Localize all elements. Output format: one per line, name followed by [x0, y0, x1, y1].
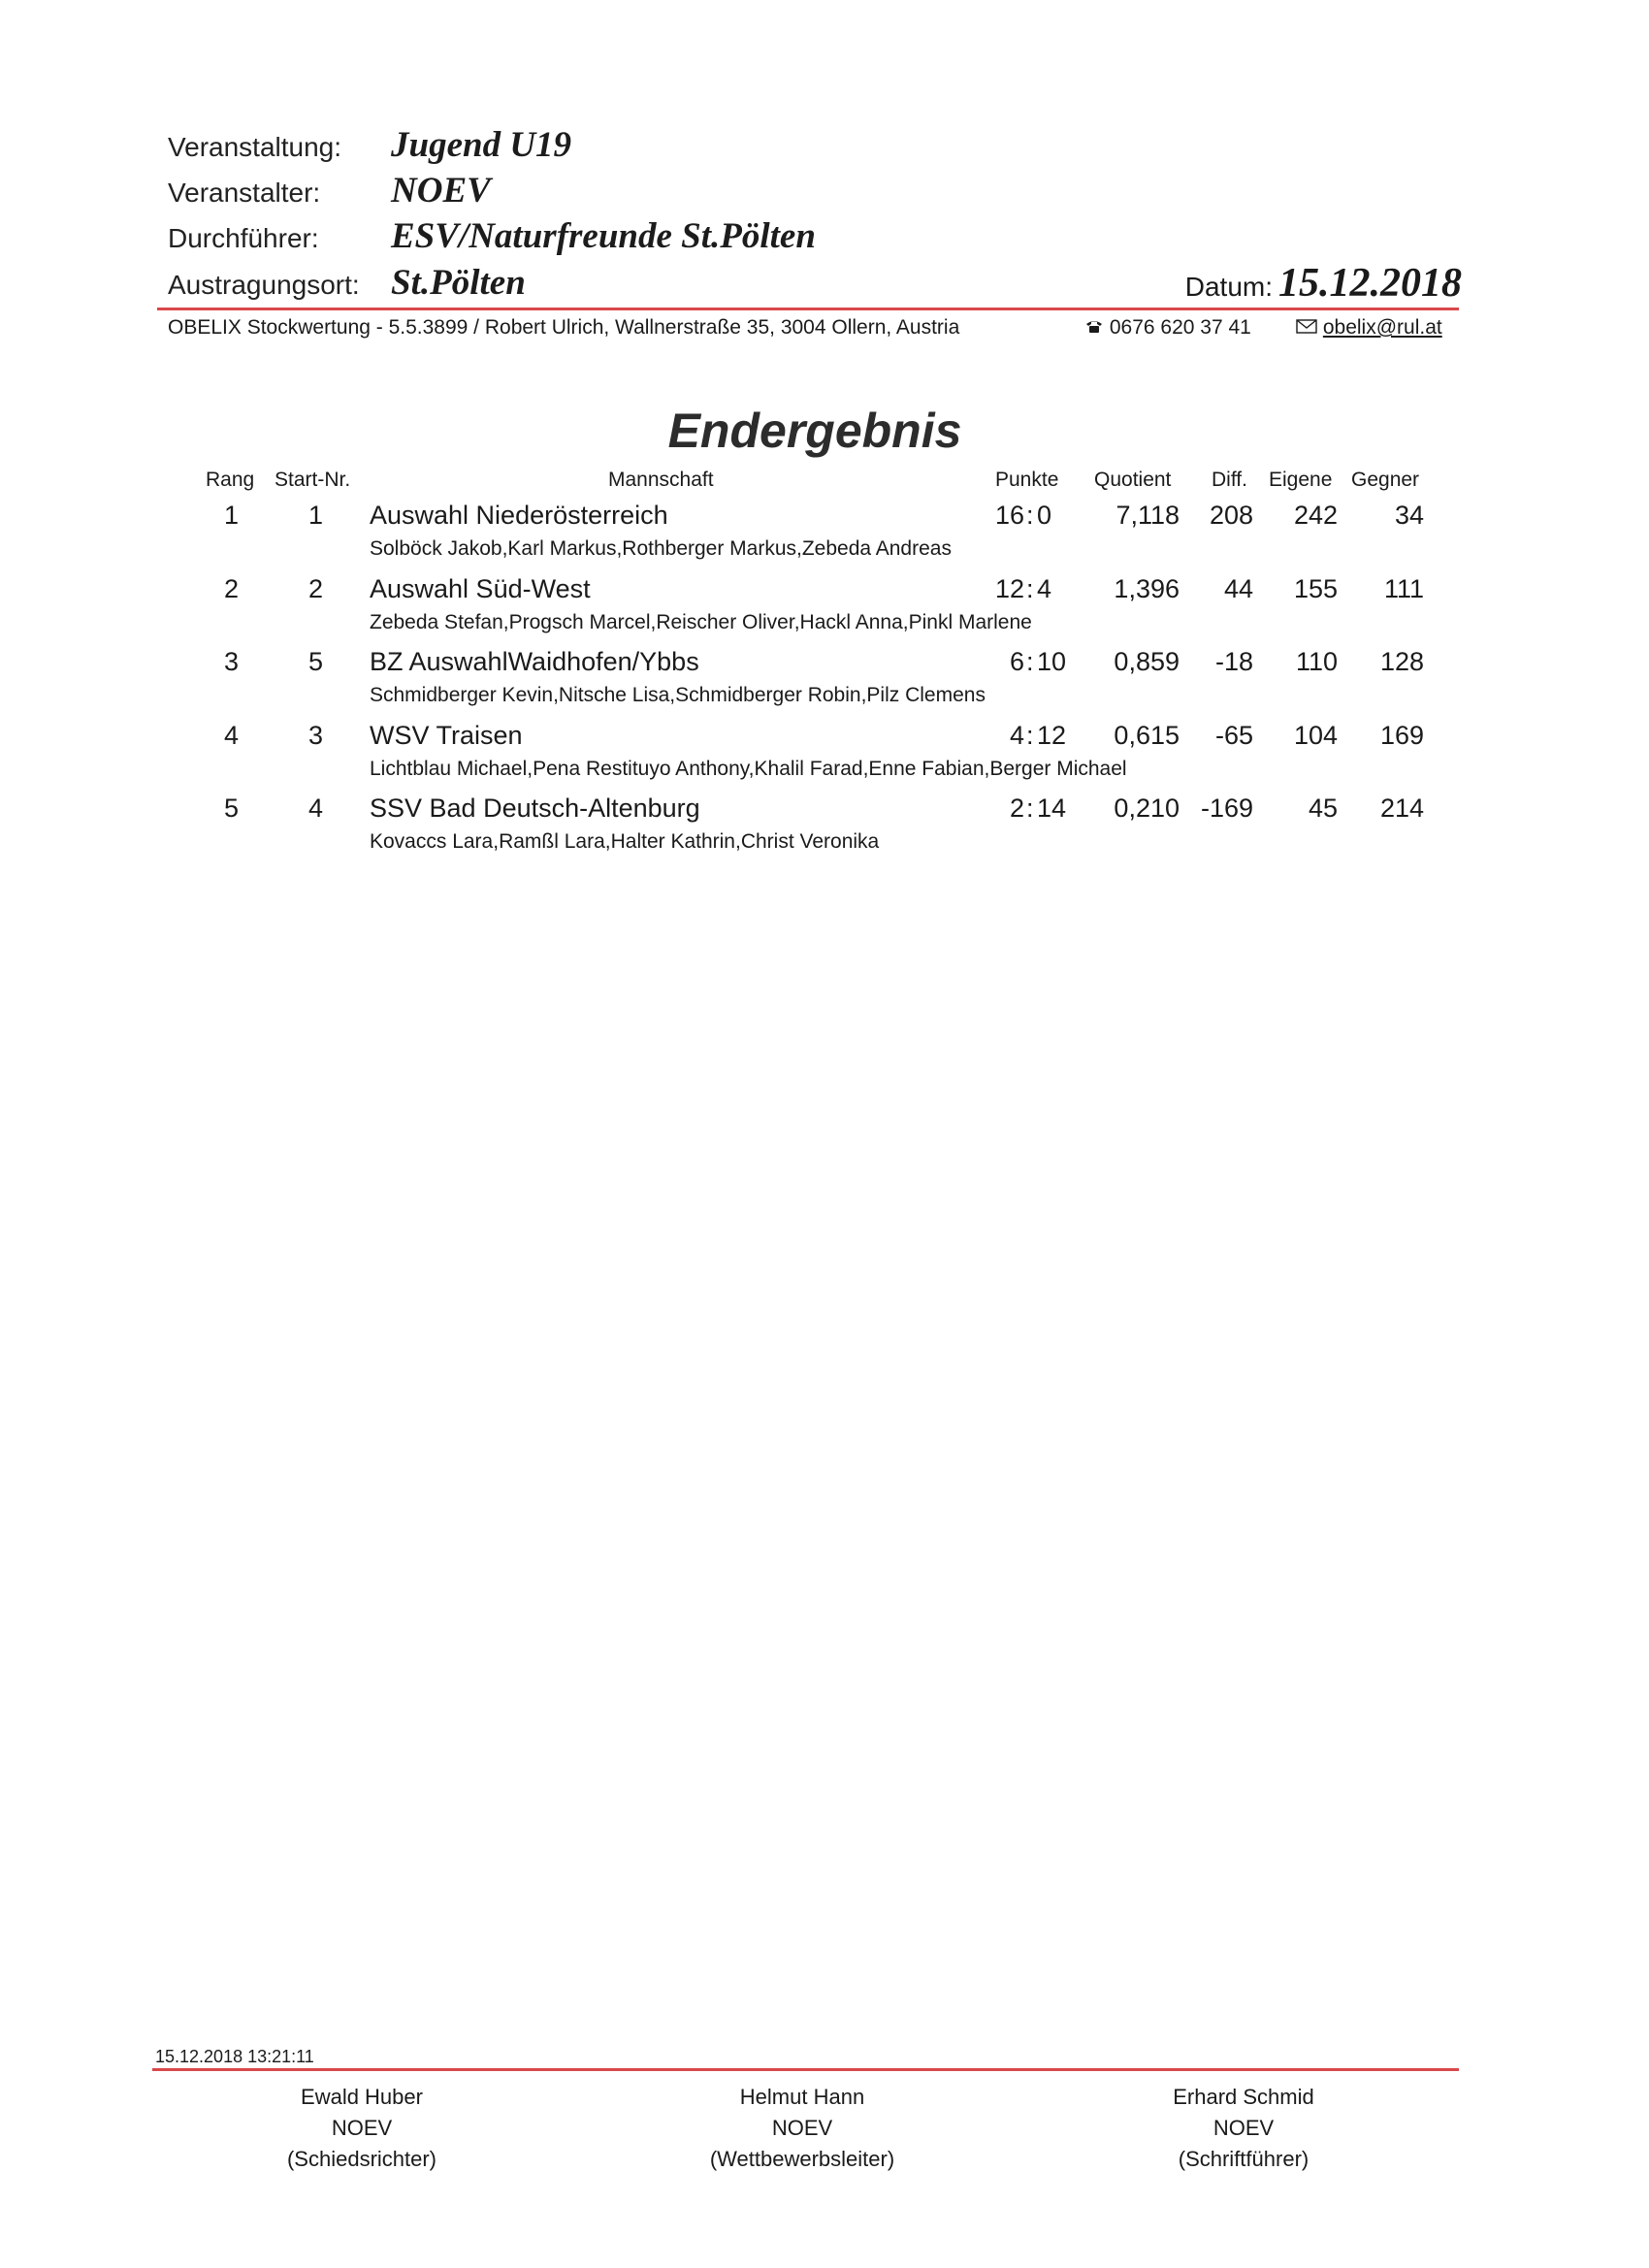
mail-contact	[1296, 316, 1442, 340]
team-members: Zebeda Stefan,Progsch Marcel,Reischer Oliver,Hackl Anna,Pinkl Marlene	[370, 610, 1032, 633]
cell-diff: -169	[1200, 794, 1253, 823]
cell-rang: 4	[223, 720, 239, 750]
cell-punkte-lost: 0	[1037, 501, 1052, 530]
signature-role: (Schriftführer)	[1178, 2147, 1310, 2171]
cell-punkte-separator: :	[1026, 720, 1034, 750]
cell-gegner: 128	[1379, 647, 1424, 676]
cell-punkte-separator: :	[1026, 647, 1034, 676]
datum-value: 15.12.2018	[1278, 261, 1462, 306]
team-members: Kovaccs Lara,Ramßl Lara,Halter Kathrin,Christ Veronika	[370, 830, 880, 853]
cell-diff: 44	[1223, 573, 1253, 603]
cell-team: Auswahl Süd-West	[370, 573, 591, 603]
cell-team: BZ AuswahlWaidhofen/Ybbs	[370, 647, 699, 676]
cell-punkte-separator: :	[1026, 501, 1034, 530]
cell-quotient: 0,859	[1114, 647, 1180, 676]
header-divider	[157, 308, 1459, 310]
cell-eigene: 104	[1293, 720, 1338, 750]
cell-gegner: 111	[1383, 573, 1424, 603]
team-members: Lichtblau Michael,Pena Restituyo Anthony,Khalil Farad,Enne Fabian,Berger Michael	[370, 757, 1127, 780]
veranstalter-value: NOEV	[391, 171, 491, 211]
cell-startnr: 2	[307, 573, 323, 603]
signature-org: NOEV	[1212, 2116, 1275, 2140]
durchfuehrer-label: Durchführer:	[168, 223, 319, 253]
footer-divider	[152, 2068, 1459, 2071]
cell-rang: 3	[223, 647, 239, 676]
veranstalter-label: Veranstalter:	[168, 178, 321, 208]
cell-eigene: 242	[1293, 501, 1338, 530]
header-durchfuehrer	[168, 215, 816, 258]
signature-block-schiedsrichter	[216, 2082, 507, 2175]
cell-startnr: 4	[307, 794, 323, 823]
page-title: Endergebnis	[667, 404, 962, 458]
cell-quotient: 0,210	[1114, 794, 1180, 823]
cell-punkte-separator: :	[1026, 573, 1034, 603]
veranstaltung-value: Jugend U19	[391, 125, 572, 165]
col-header-diff: Diff.	[1212, 469, 1247, 491]
header-veranstalter	[168, 170, 491, 212]
cell-startnr: 5	[307, 647, 323, 676]
cell-startnr: 1	[307, 501, 323, 530]
signature-name: Helmut Hann	[739, 2085, 865, 2109]
col-header-eigene: Eigene	[1269, 469, 1333, 491]
cell-punkte-lost: 14	[1037, 794, 1067, 823]
cell-gegner: 34	[1394, 501, 1424, 530]
print-timestamp: 15.12.2018 13:21:11	[155, 2047, 314, 2066]
mail-icon	[1296, 316, 1317, 340]
program-info: OBELIX Stockwertung - 5.5.3899 / Robert Ulrich, Wallnerstraße 35, 3004 Ollern, Austria	[168, 316, 960, 339]
phone-number: 0676 620 37 41	[1109, 316, 1251, 339]
signature-name: Ewald Huber	[301, 2085, 423, 2109]
cell-team: Auswahl Niederösterreich	[370, 501, 668, 530]
cell-diff: -65	[1214, 720, 1253, 750]
col-header-startnr: Start-Nr.	[275, 469, 351, 491]
col-header-punkte: Punkte	[995, 469, 1059, 491]
cell-quotient: 1,396	[1114, 573, 1180, 603]
header-austragungsort	[168, 262, 526, 305]
signature-block-wettbewerbsleiter	[657, 2082, 948, 2175]
durchfuehrer-value: ESV/Naturfreunde St.Pölten	[391, 216, 816, 256]
cell-eigene: 110	[1295, 647, 1338, 676]
cell-diff: -18	[1214, 647, 1253, 676]
ort-label: Austragungsort:	[168, 270, 360, 300]
cell-rang: 2	[223, 573, 239, 603]
signature-block-schriftfuehrer	[1098, 2082, 1389, 2175]
team-members: Solböck Jakob,Karl Markus,Rothberger Markus,Zebeda Andreas	[370, 537, 952, 560]
signature-role: (Schiedsrichter)	[286, 2147, 437, 2171]
cell-punkte-won: 16	[994, 501, 1024, 530]
signature-role: (Wettbewerbsleiter)	[709, 2147, 895, 2171]
cell-startnr: 3	[307, 720, 323, 750]
cell-quotient: 0,615	[1114, 720, 1180, 750]
datum-label: Datum:	[1184, 272, 1273, 302]
cell-punkte-won: 12	[994, 573, 1024, 603]
cell-punkte-lost: 4	[1037, 573, 1052, 603]
col-header-quotient: Quotient	[1094, 469, 1172, 491]
cell-team: SSV Bad Deutsch-Altenburg	[370, 794, 700, 823]
col-header-mannschaft: Mannschaft	[608, 469, 714, 491]
cell-quotient: 7,118	[1116, 501, 1180, 530]
cell-punkte-separator: :	[1026, 794, 1034, 823]
col-header-gegner: Gegner	[1351, 469, 1420, 491]
cell-gegner: 169	[1379, 720, 1424, 750]
phone-contact	[1084, 316, 1251, 340]
cell-team: WSV Traisen	[370, 720, 523, 750]
cell-punkte-won: 2	[1009, 794, 1024, 823]
cell-rang: 1	[223, 501, 239, 530]
veranstaltung-label: Veranstaltung:	[168, 132, 342, 162]
cell-punkte-won: 4	[1009, 720, 1024, 750]
cell-eigene: 45	[1308, 794, 1338, 823]
cell-punkte-lost: 10	[1037, 647, 1067, 676]
phone-icon	[1084, 316, 1104, 340]
cell-punkte-lost: 12	[1037, 720, 1067, 750]
email-link[interactable]: obelix@rul.at	[1322, 316, 1442, 339]
cell-punkte-won: 6	[1009, 647, 1024, 676]
datum	[1185, 260, 1462, 307]
cell-gegner: 214	[1379, 794, 1424, 823]
header-veranstaltung	[168, 124, 571, 167]
signature-org: NOEV	[771, 2116, 833, 2140]
program-info-line	[168, 316, 1458, 340]
col-header-rang: Rang	[206, 469, 255, 491]
cell-rang: 5	[223, 794, 239, 823]
team-members: Schmidberger Kevin,Nitsche Lisa,Schmidberger Robin,Pilz Clemens	[370, 684, 986, 706]
signature-name: Erhard Schmid	[1173, 2085, 1314, 2109]
cell-eigene: 155	[1293, 573, 1338, 603]
cell-diff: 208	[1209, 501, 1253, 530]
ort-value: St.Pölten	[391, 263, 526, 303]
signature-org: NOEV	[331, 2116, 393, 2140]
